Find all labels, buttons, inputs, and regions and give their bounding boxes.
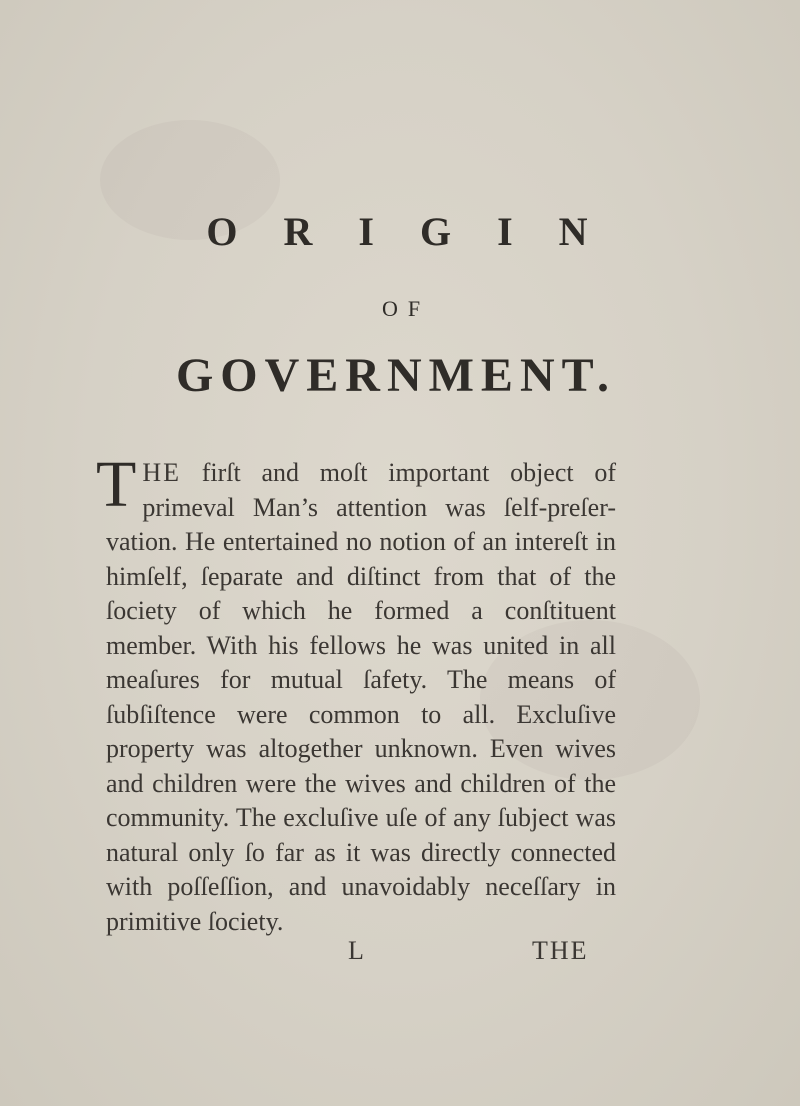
signature-mark: L: [348, 936, 364, 965]
drop-cap: T: [96, 448, 137, 521]
paragraph-text: firſt and moſt important object of primeval Man’s attention was ſelf-preſer-vation. He entertained no notion of an intereſt in himſelf, ſeparate and diſtinct from that of the ſociety of which he formed a conſtituent member. With his fellows he was united in all meaſures for mutual ſafety. The means of ſubſiſtence were common to all. Excluſive property was altogether unknown. Even wives and children were the wives and children of the community. The excluſive uſe of any ſubject was natural only ſo far as it was directly connected with poſſeſſion, and unavoidably neceſſary in primitive ſociety.: [106, 458, 617, 936]
first-word-rest: HE: [142, 458, 181, 487]
body-paragraph: [96, 448, 617, 939]
title-origin: ORIGIN: [206, 209, 634, 254]
catchword: THE: [532, 936, 589, 965]
title-of: OF: [381, 296, 431, 321]
page-footer: [0, 936, 800, 976]
title-government: GOVERNMENT.: [175, 349, 617, 402]
